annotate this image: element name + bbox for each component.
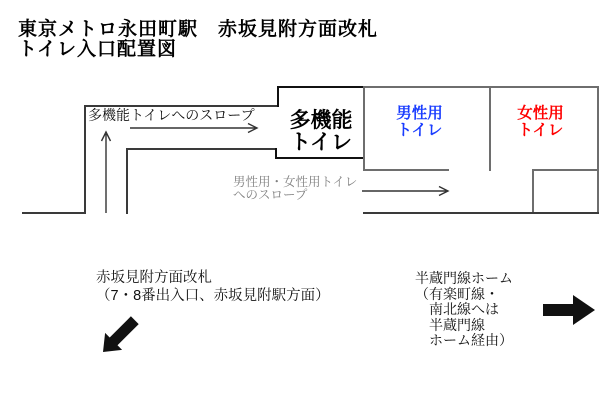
title-line1: 東京メトロ永田町駅 赤坂見附方面改札 <box>18 19 379 40</box>
multi-slope-right-arrow-icon <box>130 124 257 133</box>
mens-womens-slope-label: 男性用・女性用トイレ へのスロープ <box>233 175 358 202</box>
title-line2: トイレ入口配置図 <box>18 39 178 60</box>
platform-direction-right-arrow-icon <box>543 295 595 325</box>
womens-toilet-label: 女性用 トイレ <box>517 105 564 139</box>
corridor-up-arrow-icon <box>102 132 111 213</box>
platform-direction-label: 半蔵門線ホーム （有楽町線・ 南北線へは 半蔵門線 ホーム経由） <box>415 270 513 348</box>
mw-slope-right-arrow-icon <box>362 187 448 196</box>
gate-direction-label: 赤坂見附方面改札 （7・8番出入口、赤坂見附駅方面） <box>96 270 330 304</box>
mens-toilet-label: 男性用 トイレ <box>396 105 443 139</box>
multi-toilet-label: 多機能 トイレ <box>289 109 353 154</box>
gate-direction-down-left-arrow-icon <box>103 316 139 352</box>
multi-slope-label: 多機能トイレへのスロープ <box>88 107 255 123</box>
